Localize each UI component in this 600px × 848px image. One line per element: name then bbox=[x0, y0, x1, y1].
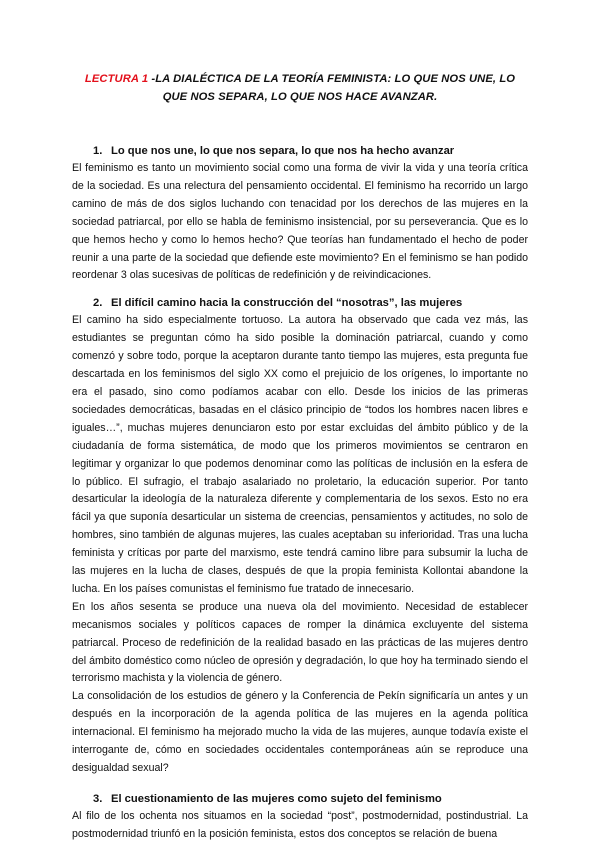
section-1-title: Lo que nos une, lo que nos separa, lo que nos ha hecho avanzar bbox=[111, 145, 455, 157]
document-page bbox=[72, 70, 528, 844]
section-2-number: 2. bbox=[93, 297, 103, 310]
section-2-heading bbox=[72, 295, 528, 312]
section-1-number: 1. bbox=[93, 145, 103, 157]
section-2-paragraph-2: En los años sesenta se produce una nueva ola del movimiento. Necesidad de establecer mecanismos sociales y políticos capaces de romper la dinámica excluyente del sistema patriarcal. Proceso de redefinición de la realidad basado en las prácticas de las mujeres dentro del ámbito doméstico como núcleo de opresión y degradación, lo que hoy ha terminado siendo el terrorismo machista y la violencia de género. bbox=[72, 600, 528, 685]
section-2-paragraph-3: La consolidación de los estudios de género y la Conferencia de Pekín significaría un antes y un después en la incorporación de la agenda política de las mujeres en la agenda política internacional. El feminismo ha mejorado mucho la vida de las mujeres, aunque todavía existe el interrogante de, cómo en sociedades occidentales contemporáneas aún se reproduce una desigualdad sexual? bbox=[72, 690, 528, 774]
section-1-heading bbox=[72, 143, 528, 160]
title-rest: -LA DIALÉCTICA DE LA TEORÍA FEMINISTA: LO QUE NOS UNE, LO QUE NOS SEPARA, LO QUE NOS HACE AVANZAR. bbox=[148, 73, 516, 103]
section-3-title: El cuestionamiento de las mujeres como sujeto del feminismo bbox=[111, 792, 442, 805]
section-1-paragraph-1: El feminismo es tanto un movimiento social como una forma de vivir la vida y una teoría crítica de la sociedad. Es una relectura del pensamiento occidental. El feminismo ha recorrido un largo camino de más de dos siglos luchando con tenacidad por los derechos de las mujeres en la sociedad patriarcal, por ello se habla de feminismo insistencial, por su perseverancia. Que es lo que hemos hecho y como lo hemos hecho? Que teorías han fundamentado el hecho de poder reunir a una parte de la sociedad que defiende este movimiento? En el feminismo se han podido reordenar 3 olas sucesivas de políticas de redefinición y de reivindicaciones. bbox=[72, 162, 528, 282]
section-3-number: 3. bbox=[93, 792, 103, 805]
section-3-paragraph-1: Al filo de los ochenta nos situamos en la sociedad “post”, postmodernidad, postindustrial. La postmodernidad triunfó en la posición feminista, estos dos conceptos se relación de buena bbox=[72, 809, 528, 840]
document-title bbox=[72, 70, 528, 106]
title-lead: LECTURA 1 bbox=[84, 73, 149, 85]
section-2-title: El difícil camino hacia la construcción del “nosotras”, las mujeres bbox=[111, 297, 463, 310]
section-3-heading bbox=[72, 791, 528, 808]
section-2-paragraph-1: El camino ha sido especialmente tortuoso. La autora ha observado que cada vez más, las estudiantes se preguntan cómo ha sido posible la dominación patriarcal, cuando y como comenzó y sobre todo, porque la aceptaron durante tanto tiempo las mujeres, esta pregunta fue descartada en los feminismos del siglo XX como el prejuicio de los orígenes, lo importante no era el pasado, sino como podíamos acabar con ello. Desde los inicios de las primeras sociedades democráticas, basadas en el clásico principio de “todos los hombres nacen libres e iguales…”, muchas mujeres denunciaron esto por estar excluidas del ámbito público y de la ciudadanía de forma sistemática, de modo que los primeros movimientos se centraron en legitimar y organizar lo que podemos denominar como las políticas de inclusión en la esfera de lo público. El sufragio, el trabajo asalariado no proletario, la educación superior. Por tanto desarticular la ideología de la naturaleza diferente y complementaria de los sexos. Esto no era fácil ya que suponía desarticular un sistema de creencias, pensamientos y actitudes, no solo de hombres, sino también de algunas mujeres, las cuales aceptaban su inferioridad. Tras una lucha feminista y críticas por parte del marxismo, este tendrá camino libre para subsumir la lucha de las mujeres en la lucha de clases, después de que la propia feminista Kollontai abandone la lucha. En los países comunistas el feminismo fue tratado de innecesario. bbox=[72, 314, 528, 595]
